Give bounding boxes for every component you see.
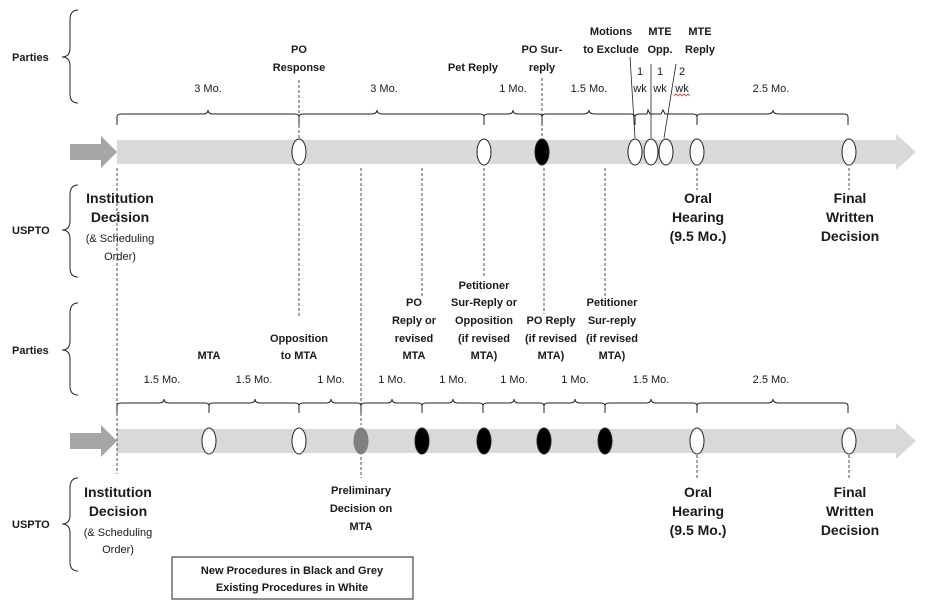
legend-existing-procedures: Existing Procedures in White bbox=[215, 582, 369, 594]
duration-label: 1 wk bbox=[633, 66, 647, 95]
event-label-po-reply-revised: PO Reply or revised MTA bbox=[391, 297, 437, 362]
duration-label: 1.5 Mo. bbox=[632, 374, 670, 386]
uspto-institution-sub-top: (& Scheduling Order) bbox=[85, 233, 155, 263]
marker-preliminary-decision bbox=[354, 428, 368, 454]
event-label-mte-opp: MTE Opp. bbox=[647, 26, 673, 56]
marker-po-reply-revised bbox=[415, 428, 429, 454]
uspto-final-decision-bottom: Final Written Decision bbox=[820, 484, 880, 538]
event-label-mte-reply: MTE Reply bbox=[685, 26, 715, 56]
marker-po-surreply bbox=[535, 139, 549, 165]
uspto-label-bottom: USPTO bbox=[12, 519, 50, 531]
duration-brace-bottom bbox=[117, 399, 848, 413]
marker-final-decision-bottom bbox=[842, 428, 856, 454]
timeline-arrow-top bbox=[117, 134, 916, 170]
event-label-mta: MTA bbox=[197, 350, 221, 362]
parties-label-top: Parties bbox=[12, 52, 49, 64]
marker-oral-hearing-top bbox=[690, 139, 704, 165]
marker-motions-exclude bbox=[628, 139, 642, 165]
uspto-institution-top: Institution Decision bbox=[86, 190, 154, 225]
duration-label: 1 Mo. bbox=[317, 374, 345, 386]
timeline-arrow-tail-bottom bbox=[70, 425, 117, 457]
duration-label: 3 Mo. bbox=[194, 83, 222, 95]
duration-label: 1.5 Mo. bbox=[570, 83, 608, 95]
event-label-opposition: Opposition to MTA bbox=[269, 333, 329, 362]
marker-oral-hearing-bottom bbox=[690, 428, 704, 454]
marker-po-reply-if bbox=[537, 428, 551, 454]
marker-final-decision-top bbox=[842, 139, 856, 165]
uspto-oral-hearing-bottom: Oral Hearing (9.5 Mo.) bbox=[669, 484, 727, 538]
duration-label: 1.5 Mo. bbox=[143, 374, 181, 386]
parties-label-bottom: Parties bbox=[12, 345, 49, 357]
parties-bracket-bottom bbox=[62, 303, 78, 395]
uspto-institution-bottom: Institution Decision bbox=[84, 484, 152, 519]
duration-brace-top bbox=[117, 110, 848, 125]
duration-label: 2.5 Mo. bbox=[752, 83, 790, 95]
marker-mta bbox=[202, 428, 216, 454]
event-label-po-reply-if: PO Reply (if revised MTA) bbox=[525, 315, 577, 362]
timeline-arrow-bottom bbox=[117, 423, 916, 459]
event-label-pet-reply: Pet Reply bbox=[447, 62, 499, 74]
event-label-po-surreply: PO Sur-reply bbox=[521, 44, 563, 74]
uspto-bracket-bottom bbox=[62, 478, 78, 571]
event-label-pet-surreply-opp: Petitioner Sur-Reply or Opposition (if revised MTA) bbox=[450, 280, 518, 362]
marker-pet-surreply-opp bbox=[477, 428, 491, 454]
duration-label: 1.5 Mo. bbox=[235, 374, 273, 386]
marker-pet-surreply-if bbox=[598, 428, 612, 454]
duration-label: 3 Mo. bbox=[370, 83, 398, 95]
duration-label: 2 wk bbox=[675, 66, 689, 95]
uspto-institution-sub-bottom: (& Scheduling Order) bbox=[83, 527, 153, 556]
marker-mte-opp bbox=[644, 139, 658, 165]
duration-label: 1 Mo. bbox=[561, 374, 589, 386]
event-label-motions-exclude: Motions to Exclude bbox=[583, 26, 639, 56]
marker-mte-reply bbox=[659, 139, 673, 165]
uspto-bracket-top bbox=[62, 185, 78, 277]
event-label-pet-surreply-if: Petitioner Sur-reply (if revised MTA) bbox=[586, 297, 638, 362]
uspto-oral-hearing-top: Oral Hearing (9.5 Mo.) bbox=[669, 190, 727, 244]
duration-label: 1 Mo. bbox=[378, 374, 406, 386]
uspto-preliminary: Preliminary Decision on MTA bbox=[329, 485, 393, 533]
timeline-arrow-tail-top bbox=[70, 136, 117, 168]
duration-label: 1 Mo. bbox=[439, 374, 467, 386]
duration-label: 1 Mo. bbox=[499, 83, 527, 95]
uspto-label-top: USPTO bbox=[12, 225, 50, 237]
marker-opposition bbox=[292, 428, 306, 454]
duration-label: 2.5 Mo. bbox=[752, 374, 790, 386]
parties-bracket-top bbox=[62, 10, 78, 103]
marker-pet-reply bbox=[477, 139, 491, 165]
duration-label: 1 wk bbox=[653, 66, 667, 95]
legend-new-procedures: New Procedures in Black and Grey bbox=[200, 565, 384, 577]
event-label-po-response: PO Response bbox=[272, 44, 326, 74]
marker-po-response bbox=[292, 139, 306, 165]
duration-label: 1 Mo. bbox=[500, 374, 528, 386]
uspto-final-decision-top: Final Written Decision bbox=[820, 190, 880, 244]
